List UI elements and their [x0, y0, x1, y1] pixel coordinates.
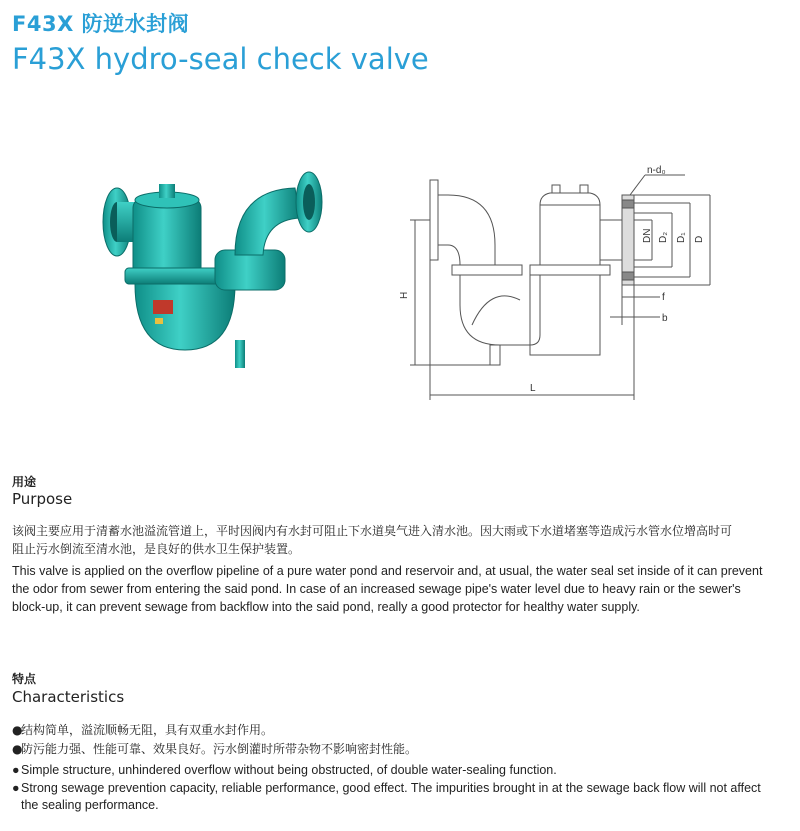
- characteristics-heading-en: Characteristics: [12, 688, 125, 706]
- characteristic-cn-1: ●结构简单，溢流顺畅无阻，具有双重水封作用。: [12, 723, 274, 737]
- valve-photo: [95, 160, 335, 375]
- label-d: D: [694, 235, 705, 243]
- purpose-text-en-2: the odor from sewer from entering the said pond. In case of an increased sewage pipe's water level due to heavy rain or the sewer's: [12, 582, 741, 596]
- characteristic-en-2: ●Strong sewage prevention capacity, reliable performance, good effect. The impurities brought in at the sewage back flow will not affect: [12, 781, 761, 795]
- label-f: f: [662, 292, 665, 303]
- page-title-en: F43X hydro-seal check valve: [12, 42, 429, 76]
- bullet-icon: ●: [12, 723, 23, 737]
- characteristic-en-1: ●Simple structure, unhindered overflow without being obstructed, of double water-sealing function.: [12, 763, 557, 777]
- bullet-icon: ●: [12, 742, 23, 756]
- label-l: L: [530, 383, 536, 394]
- page-title-cn: F43X 防逆水封阀: [12, 12, 190, 36]
- purpose-text-en-3: block-up, it can prevent sewage from backflow into the said pond, really a good protector for healthy water supply.: [12, 600, 640, 614]
- purpose-text-cn-2: 阻止污水倒流至清水池，是良好的供水卫生保护装置。: [12, 542, 301, 556]
- label-d1: D₁: [676, 232, 687, 243]
- characteristic-cn-2: ●防污能力强、性能可靠、效果良好。污水倒灌时所带杂物不影响密封性能。: [12, 742, 418, 756]
- bullet-icon: ●: [12, 781, 20, 795]
- valve-dimension-drawing: [390, 165, 730, 410]
- characteristics-heading-cn: 特点: [12, 672, 37, 686]
- label-b: b: [662, 313, 668, 324]
- label-dn: DN: [642, 228, 653, 243]
- label-d2: D₂: [658, 231, 669, 243]
- purpose-text-en-1: This valve is applied on the overflow pipeline of a pure water pond and reservoir and, at usual, the water seal set inside of it can prevent: [12, 564, 763, 578]
- characteristic-en-2-continued: the sealing performance.: [21, 798, 159, 812]
- label-h: H: [399, 291, 410, 299]
- purpose-heading-cn: 用途: [12, 475, 37, 489]
- bullet-icon: ●: [12, 763, 20, 777]
- purpose-text-cn-1: 该阀主要应用于清蓄水池溢流管道上，平时因阀内有水封可阻止下水道臭气进入清水池。因大雨或下水道堵塞等造成污水管水位增高时可: [12, 524, 733, 538]
- label-n-d0: n-d₀: [647, 165, 666, 176]
- purpose-heading-en: Purpose: [12, 490, 73, 508]
